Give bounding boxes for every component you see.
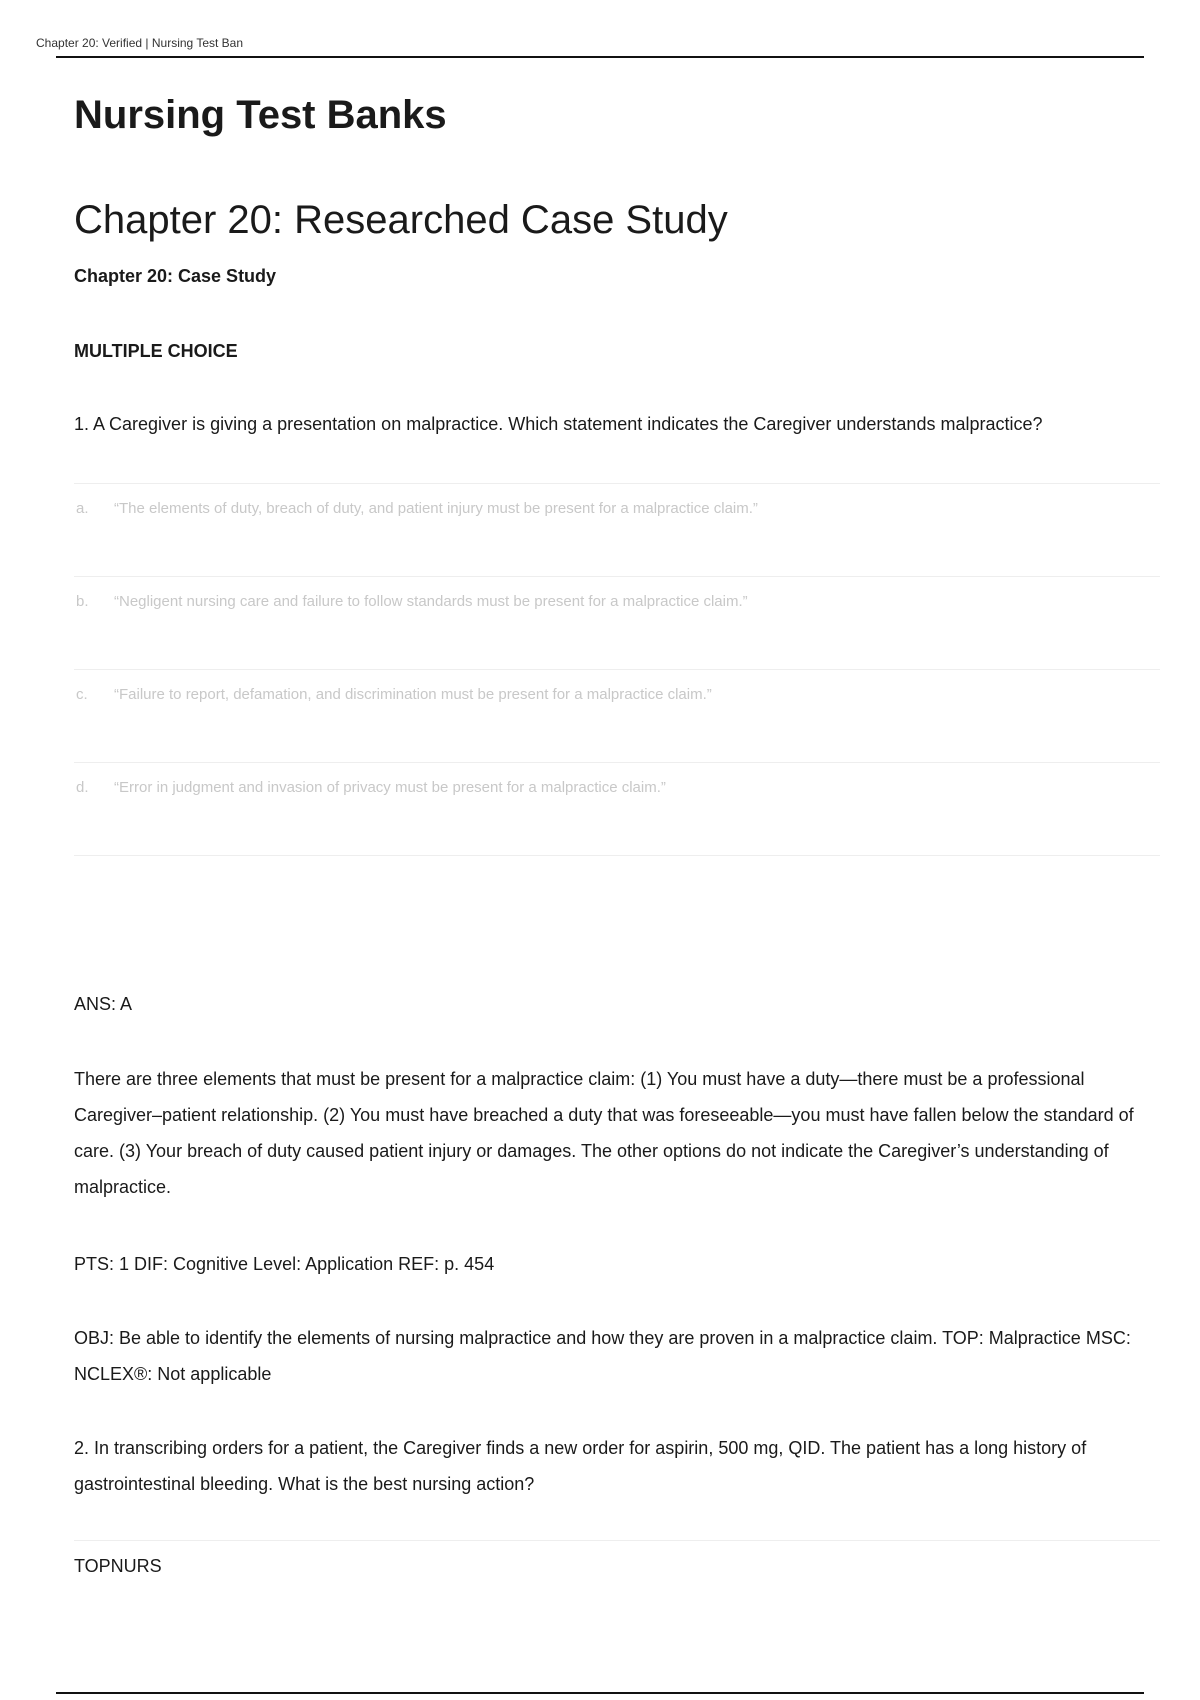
divider: [74, 1540, 1160, 1541]
option-letter: a.: [76, 500, 89, 517]
question-2-text: 2. In transcribing orders for a patient, the Caregiver finds a new order for aspirin, 500 mg, QID. The patient has a long history of gastrointestinal bleeding. What is the best nursing action?: [74, 1438, 1087, 1494]
footer-watermark-text: TOPNURS: [74, 1556, 162, 1576]
document-body: [74, 90, 1160, 1576]
answer-rationale: There are three elements that must be present for a malpractice claim: (1) You must have a duty—there must be a professional Caregiver–patient relationship. (2) You must have breached a duty that was foreseeable—you must have fallen below the standard of care. (3) Your breach of duty caused patient injury or damages. The other options do not indicate the Caregiver’s understanding of malpractice.: [74, 1069, 1134, 1197]
question-1-options: [74, 483, 1160, 856]
option-d[interactable]: [74, 762, 1160, 856]
footer-rule: [56, 1692, 1144, 1694]
option-letter: b.: [76, 593, 89, 610]
option-text: “Failure to report, defamation, and discrimination must be present for a malpractice claim.”: [114, 686, 712, 703]
option-letter: c.: [76, 686, 88, 703]
option-text: “Negligent nursing care and failure to follow standards must be present for a malpractice claim.”: [114, 593, 748, 610]
chapter-subtitle: Chapter 20: Case Study: [74, 266, 277, 286]
question-meta-obj: OBJ: Be able to identify the elements of nursing malpractice and how they are proven in a malpractice claim. TOP: Malpractice MSC: NCLEX®: Not applicable: [74, 1328, 1131, 1384]
option-a[interactable]: [74, 483, 1160, 576]
question-meta-pts: PTS: 1 DIF: Cognitive Level: Application REF: p. 454: [74, 1254, 495, 1274]
option-text: “Error in judgment and invasion of privacy must be present for a malpractice claim.”: [114, 779, 666, 796]
option-c[interactable]: [74, 669, 1160, 762]
chapter-title: Chapter 20: Researched Case Study: [74, 198, 728, 242]
option-b[interactable]: [74, 576, 1160, 669]
site-title: Nursing Test Banks: [74, 93, 447, 137]
answer-key: ANS: A: [74, 994, 133, 1014]
question-1-text: 1. A Caregiver is giving a presentation on malpractice. Which statement indicates the Caregiver understands malpractice?: [74, 414, 1043, 434]
header-rule: [56, 56, 1144, 58]
option-letter: d.: [76, 779, 89, 796]
section-label: MULTIPLE CHOICE: [74, 341, 238, 361]
option-text: “The elements of duty, breach of duty, and patient injury must be present for a malpractice claim.”: [114, 500, 758, 517]
running-header: Chapter 20: Verified | Nursing Test Ban: [36, 36, 244, 50]
